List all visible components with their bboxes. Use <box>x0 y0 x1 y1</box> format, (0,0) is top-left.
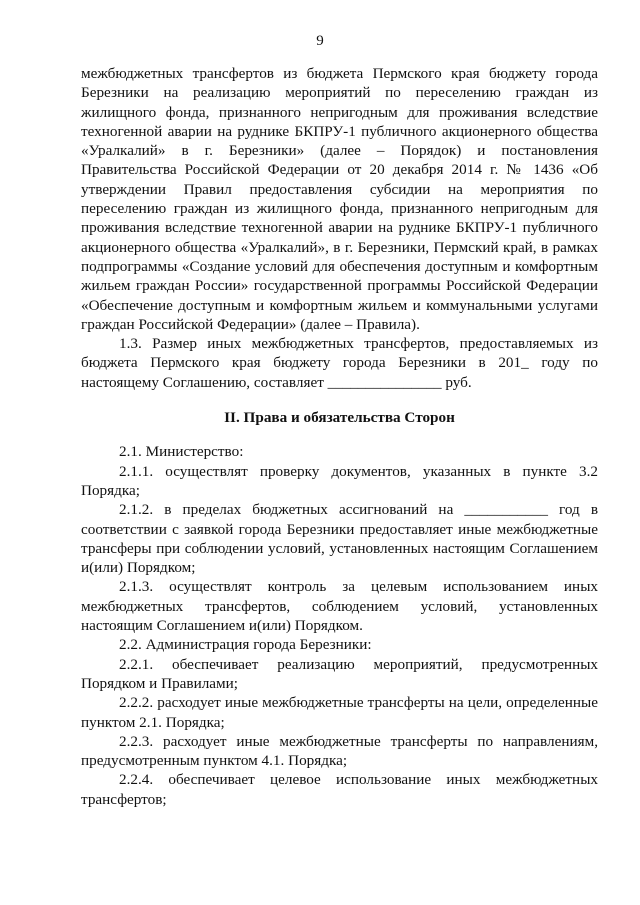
paragraph-2-1-1: 2.1.1. осуществлят проверку документов, указанных в пункте 3.2 Порядка; <box>81 462 598 499</box>
paragraph-2-2: 2.2. Администрация города Березники: <box>119 636 372 654</box>
paragraph-2-1: 2.1. Министерство: <box>119 443 244 461</box>
paragraph-2-2-4: 2.2.4. обеспечивает целевое использование иных межбюджетных трансфертов; <box>81 771 598 808</box>
paragraph-2-1-3: 2.1.3. осуществлят контроль за целевым использованием иных межбюджетных трансфертов, соблюдением условий, установленных настоящим Соглашением и(или) Порядком. <box>81 578 598 635</box>
paragraph-continuation: межбюджетных трансфертов из бюджета Пермского края бюджету города Березники на реализацию мероприятий по переселению граждан из жилищного фонда, признанного непригодным для проживания вследствие техногенной аварии на руднике БКПРУ-1 публичного акционерного общества «Уралкалий» в г. Березники» (далее – Порядок) и постановления Правительства Российской Федерации от 20 декабря 2014 г. № 1436 «Об утверждении Правил предоставления субсидии на мероприятия по переселению граждан из жилищного фонда, признанного непригодным для проживания вследствие техногенной аварии на руднике БКПРУ-1 публичного акционерного общества «Уралкалий», в г. Березники, Пермский край, в рамках подпрограммы «Создание условий для обеспечения доступным и комфортным жильем граждан России» государственной программы Российской Федерации «Обеспечение доступным и комфортным жильем и коммунальными услугами граждан Российской Федерации» (далее – Правила). <box>81 65 598 333</box>
paragraph-2-1-2: 2.1.2. в пределах бюджетных ассигнований на ___________ год в соответствии с заявкой города Березники предоставляет иные межбюджетные трансферы при соблюдении условий, установленных настоящим Соглашением и(или) Порядком; <box>81 501 598 577</box>
document-body <box>81 64 598 809</box>
paragraph-2-2-2: 2.2.2. расходует иные межбюджетные трансферты на цели, определенные пунктом 2.1. Порядка; <box>81 694 598 731</box>
page-number: 9 <box>316 33 324 49</box>
paragraph-2-2-3: 2.2.3. расходует иные межбюджетные трансферты по направлениям, предусмотренным пунктом 4.1. Порядка; <box>81 732 598 770</box>
paragraph-2-2-1: 2.2.1. обеспечивает реализацию мероприятий, предусмотренных Порядком и Правилами; <box>81 655 598 692</box>
section-heading: II. Права и обязательства Сторон <box>224 409 455 427</box>
paragraph-1-3: 1.3. Размер иных межбюджетных трансфертов, предоставляемых из бюджета Пермского края бюджету города Березники в 201_ году по настоящему Соглашению, составляет _______________ руб. <box>81 335 598 391</box>
